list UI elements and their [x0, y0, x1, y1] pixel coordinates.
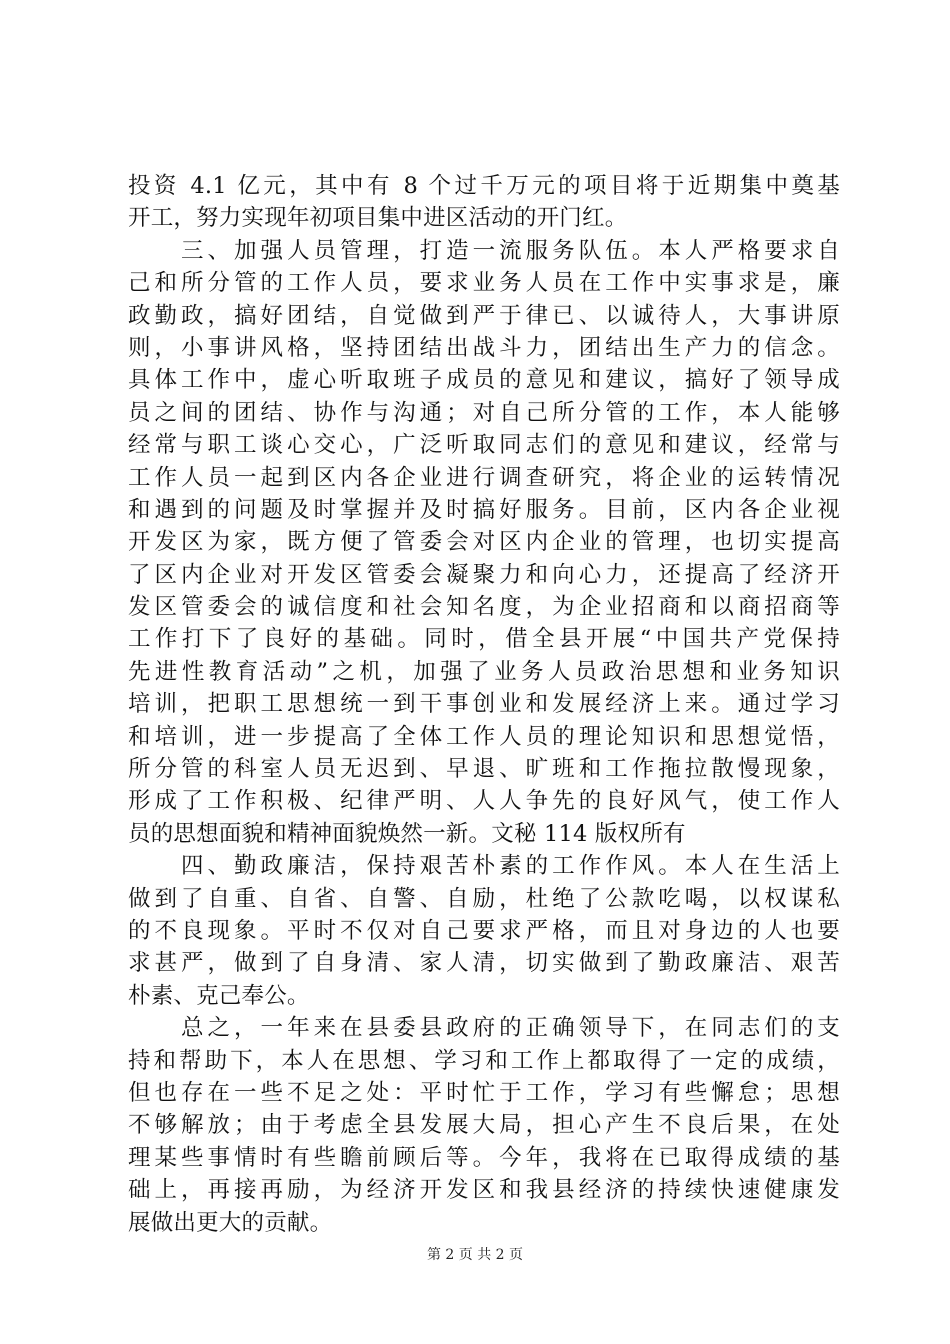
- text-line: 先进性教育活动”之机，加强了业务人员政治思想和业务知识: [128, 658, 840, 685]
- text-line: 工作打下了良好的基础。同时，借全县开展“中国共产党保持: [128, 626, 840, 653]
- text-line: 和培训，进一步提高了全体工作人员的理论知识和思想觉悟，: [128, 723, 840, 750]
- text-line: 了区内企业对开发区管委会凝聚力和向心力，还提高了经济开: [128, 561, 840, 588]
- text-line: 四、勤政廉洁，保持艰苦朴素的工作作风。本人在生活上: [128, 853, 840, 880]
- text-line: 不够解放；由于考虑全县发展大局，担心产生不良后果，在处: [128, 1112, 840, 1139]
- text-line: 政勤政，搞好团结，自觉做到严于律已、以诚待人，大事讲原: [128, 302, 840, 329]
- text-line: 开工，努力实现年初项目集中进区活动的开门红。: [128, 205, 628, 232]
- text-line: 投资 4.1 亿元，其中有 8 个过千万元的项目将于近期集中奠基: [128, 173, 840, 199]
- text-line: 做到了自重、自省、自警、自励，杜绝了公款吃喝，以权谋私: [128, 885, 840, 912]
- text-line: 培训，把职工思想统一到干事创业和发展经济上来。通过学习: [128, 691, 840, 718]
- text-line: 员之间的团结、协作与沟通；对自己所分管的工作，本人能够: [128, 399, 840, 426]
- text-line: 和遇到的问题及时掌握并及时搞好服务。目前，区内各企业视: [128, 496, 840, 523]
- body-text: [128, 170, 840, 1239]
- text-line: 总之，一年来在县委县政府的正确领导下，在同志们的支: [128, 1015, 840, 1042]
- text-line: 形成了工作积极、纪律严明、人人争先的良好风气，使工作人: [128, 788, 840, 815]
- text-line: 的不良现象。平时不仅对自己要求严格，而且对身边的人也要: [128, 917, 840, 944]
- text-line: 经常与职工谈心交心，广泛听取同志们的意见和建议，经常与: [128, 432, 840, 459]
- text-line: 持和帮助下，本人在思想、学习和工作上都取得了一定的成绩，: [128, 1047, 840, 1074]
- text-line: 己和所分管的工作人员，要求业务人员在工作中实事求是，廉: [128, 270, 840, 297]
- page-footer: 第 2 页 共 2 页: [426, 1247, 524, 1263]
- text-line: 但也存在一些不足之处：平时忙于工作，学习有些懈怠；思想: [128, 1079, 840, 1106]
- text-line: 则，小事讲风格，坚持团结出战斗力，团结出生产力的信念。: [128, 334, 840, 361]
- text-line: 具体工作中，虚心听取班子成员的意见和建议，搞好了领导成: [128, 367, 840, 394]
- text-line: 朴素、克己奉公。: [128, 982, 310, 1009]
- text-line: 三、加强人员管理，打造一流服务队伍。本人严格要求自: [128, 237, 840, 264]
- text-line: 开发区为家，既方便了管委会对区内企业的管理，也切实提高: [128, 529, 840, 556]
- text-line: 发区管委会的诚信度和社会知名度，为企业招商和以商招商等: [128, 594, 840, 621]
- text-line: 展做出更大的贡献。: [128, 1209, 333, 1236]
- text-line: 员的思想面貌和精神面貌焕然一新。文秘 114 版权所有: [128, 820, 686, 847]
- text-line: 求甚严，做到了自身清、家人清，切实做到了勤政廉洁、艰苦: [128, 950, 840, 977]
- text-line: 所分管的科室人员无迟到、早退、旷班和工作拖拉散慢现象，: [128, 756, 840, 783]
- text-line: 理某些事情时有些瞻前顾后等。今年，我将在已取得成绩的基: [128, 1144, 840, 1171]
- text-line: 础上，再接再励，为经济开发区和我县经济的持续快速健康发: [128, 1177, 840, 1204]
- text-line: 工作人员一起到区内各企业进行调查研究，将企业的运转情况: [128, 464, 840, 491]
